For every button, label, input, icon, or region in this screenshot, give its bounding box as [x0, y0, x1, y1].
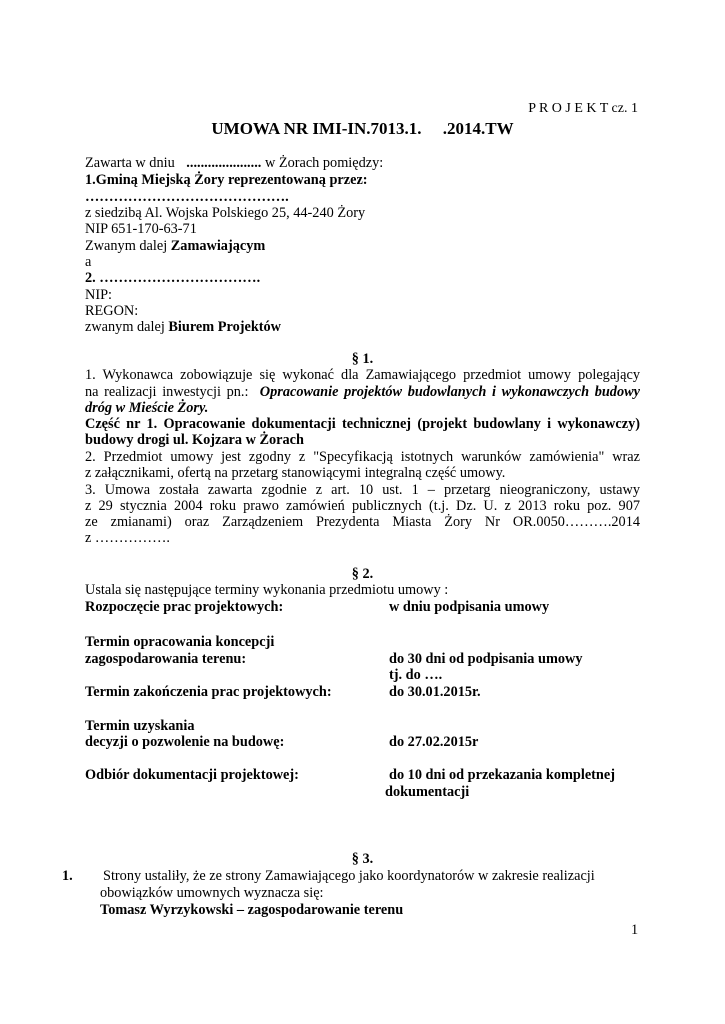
part1-title-line2: budowy drogi ul. Kojzara w Żorach: [85, 432, 304, 448]
term-row-acceptance-value-2: dokumentacji: [385, 784, 470, 800]
section3-heading: § 3.: [351, 851, 374, 867]
contract-date-blank: .....................: [186, 155, 262, 171]
term-row-concept-label-1: Termin opracowania koncepcji: [85, 634, 275, 650]
section1-p2-line2: z załącznikami, ofertą na przetarg stanowiącymi integralną część umowy.: [85, 465, 506, 481]
party2-alias-prefix: zwanym dalej: [85, 319, 165, 335]
term-row-finish-value: do 30.01.2015r.: [389, 684, 481, 700]
term-row-acceptance-label: Odbiór dokumentacji projektowej:: [85, 767, 299, 783]
party1-alias-line: [85, 238, 265, 255]
term-row-permit-label-2: decyzji o pozwolenie na budowę:: [85, 734, 285, 750]
contract-date-prefix: Zawarta w dniu: [85, 155, 175, 171]
party1-alias-prefix: Zwanym dalej: [85, 238, 168, 254]
conjunction: a: [85, 254, 92, 270]
party1-name: 1.Gminą Miejską Żory reprezentowaną przez:: [85, 172, 368, 188]
investment-title-part2: dróg w Mieście Żory.: [85, 400, 209, 416]
part1-title-line1: Część nr 1. Opracowanie dokumentacji technicznej (projekt budowlany i wykonawczy): [85, 416, 640, 432]
term-row-concept-value-1: do 30 dni od podpisania umowy: [389, 651, 583, 667]
party1-representative: …………………………………….: [85, 189, 289, 205]
contract-date-line: [85, 155, 383, 172]
term-row-start-value: w dniu podpisania umowy: [389, 599, 550, 615]
section1-heading: § 1.: [351, 351, 374, 367]
party1-nip: NIP 651-170-63-71: [85, 221, 197, 237]
section1-p1-line2: [85, 384, 640, 401]
investment-title-part1: Opracowanie projektów budowlanych i wykonawczych budowy: [259, 384, 640, 400]
section3-item-line1: Strony ustaliły, że ze strony Zamawiającego jako koordynatorów w zakresie realizacji: [103, 868, 595, 884]
party2-nip: NIP:: [85, 287, 113, 303]
party2-alias: Biurem Projektów: [168, 319, 282, 335]
party1-alias: Zamawiającym: [170, 238, 266, 254]
term-row-start-label: Rozpoczęcie prac projektowych:: [85, 599, 284, 615]
contract-date-suffix: w Żorach pomiędzy:: [264, 155, 384, 171]
section1-p1-prefix: na realizacji inwestycji pn.:: [85, 384, 249, 400]
section3-coordinator: Tomasz Wyrzykowski – zagospodarowanie terenu: [100, 902, 404, 918]
party2-alias-line: [85, 319, 281, 336]
section3-item-number: 1.: [62, 868, 73, 884]
term-row-concept-label-2: zagospodarowania terenu:: [85, 651, 247, 667]
section2-intro: Ustala się następujące terminy wykonania przedmiotu umowy :: [85, 582, 449, 598]
section2-heading: § 2.: [351, 566, 374, 582]
section1-p3-line4: z …………….: [85, 530, 170, 546]
section1-p3-line3: ze zmianami) oraz Zarządzeniem Prezydenta Miasta Żory Nr OR.0050……….2014: [85, 514, 640, 530]
term-row-finish-label: Termin zakończenia prac projektowych:: [85, 684, 332, 700]
term-row-permit-value: do 27.02.2015r: [389, 734, 479, 750]
section1-p3-line1: 3. Umowa została zawarta zgodnie z art. 10 ust. 1 – przetarg nieograniczony, ustawy: [85, 482, 640, 498]
project-label: P R O J E K T cz. 1: [528, 101, 638, 116]
section1-p2-line1: 2. Przedmiot umowy jest zgodny z "Specyfikacją istotnych warunków zamówienia" wraz: [85, 449, 640, 465]
term-row-acceptance-value-1: do 10 dni od przekazania kompletnej: [389, 767, 615, 783]
party1-address: z siedzibą Al. Wojska Polskiego 25, 44-240 Żory: [85, 205, 366, 221]
section1-p3-line2: z 29 stycznia 2004 roku prawo zamówień publicznych (t.j. Dz. U. z 2013 roku poz. 907: [85, 498, 640, 514]
section1-p1-line1: 1. Wykonawca zobowiązuje się wykonać dla Zamawiającego przedmiot umowy polegający: [85, 367, 640, 383]
document-title: UMOWA NR IMI-IN.7013.1. .2014.TW: [211, 119, 514, 138]
section3-item-line2: obowiązków umownych wyznacza się:: [100, 885, 324, 901]
party2-regon: REGON:: [85, 303, 139, 319]
term-row-concept-value-2: tj. do ….: [389, 667, 443, 683]
party2-name: 2. …………………………….: [85, 270, 261, 286]
term-row-permit-label-1: Termin uzyskania: [85, 718, 195, 734]
page-number: 1: [631, 922, 639, 938]
